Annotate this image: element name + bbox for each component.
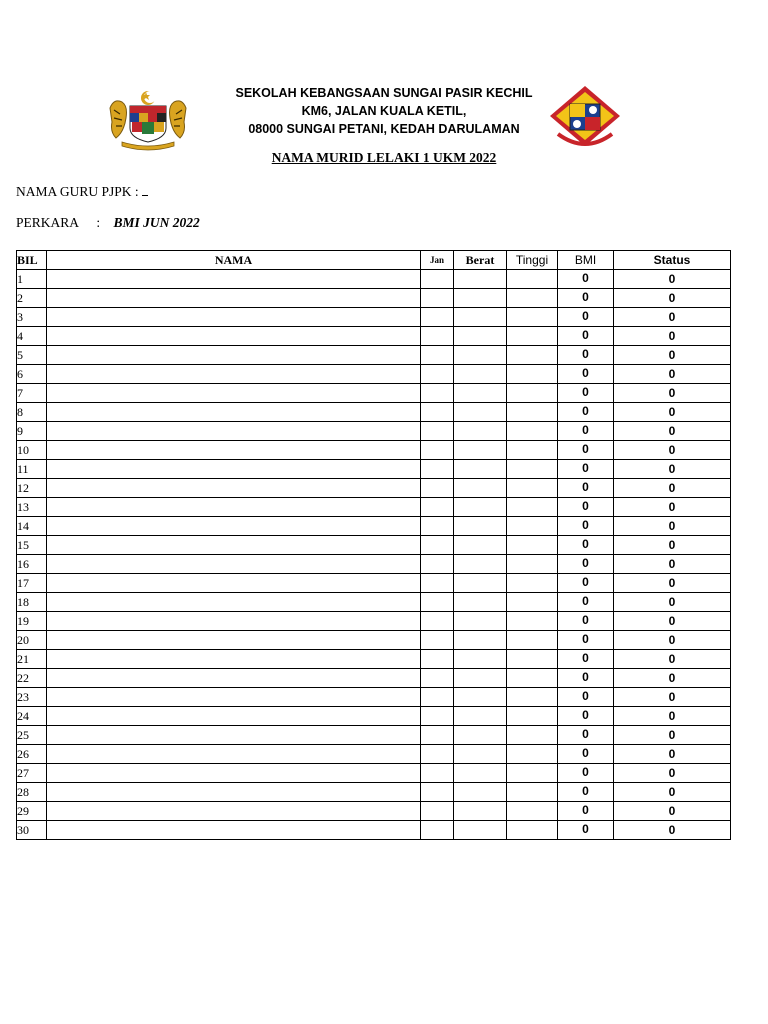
table-row: [17, 726, 731, 745]
row-tinggi-cell: [507, 422, 558, 441]
row-nama-cell: [47, 441, 421, 460]
row-bmi-cell: 0: [558, 517, 614, 536]
teacher-field: [16, 184, 148, 200]
row-status-cell: 0: [614, 441, 731, 460]
row-jan-cell: [421, 783, 454, 802]
row-status-cell: 0: [614, 270, 731, 289]
row-berat-cell: [454, 707, 507, 726]
school-address-line2: 08000 SUNGAI PETANI, KEDAH DARULAMAN: [248, 122, 520, 136]
school-header: [0, 84, 768, 138]
table-row: [17, 688, 731, 707]
row-jan-cell: [421, 441, 454, 460]
row-bil-cell: 10: [17, 441, 47, 460]
table-row: [17, 631, 731, 650]
row-bmi-cell: 0: [558, 536, 614, 555]
row-tinggi-cell: [507, 403, 558, 422]
row-jan-cell: [421, 460, 454, 479]
row-tinggi-cell: [507, 650, 558, 669]
row-berat-cell: [454, 669, 507, 688]
row-nama-cell: [47, 802, 421, 821]
row-bmi-cell: 0: [558, 688, 614, 707]
row-bil-cell: 30: [17, 821, 47, 840]
row-tinggi-cell: [507, 517, 558, 536]
row-nama-cell: [47, 327, 421, 346]
row-berat-cell: [454, 289, 507, 308]
row-tinggi-cell: [507, 498, 558, 517]
matter-label: PERKARA: [16, 215, 80, 230]
teacher-blank: [142, 185, 148, 196]
row-tinggi-cell: [507, 821, 558, 840]
row-bmi-cell: 0: [558, 669, 614, 688]
row-status-cell: 0: [614, 365, 731, 384]
row-tinggi-cell: [507, 365, 558, 384]
row-status-cell: 0: [614, 308, 731, 327]
row-bmi-cell: 0: [558, 327, 614, 346]
row-bmi-cell: 0: [558, 650, 614, 669]
row-berat-cell: [454, 555, 507, 574]
row-jan-cell: [421, 308, 454, 327]
row-berat-cell: [454, 365, 507, 384]
row-status-cell: 0: [614, 726, 731, 745]
row-bmi-cell: 0: [558, 555, 614, 574]
table-row: [17, 745, 731, 764]
row-bil-cell: 27: [17, 764, 47, 783]
column-header-jan: Jan: [421, 251, 454, 270]
row-jan-cell: [421, 821, 454, 840]
row-berat-cell: [454, 327, 507, 346]
row-berat-cell: [454, 821, 507, 840]
row-nama-cell: [47, 479, 421, 498]
row-jan-cell: [421, 479, 454, 498]
row-bmi-cell: 0: [558, 479, 614, 498]
row-nama-cell: [47, 536, 421, 555]
row-bmi-cell: 0: [558, 802, 614, 821]
row-status-cell: 0: [614, 688, 731, 707]
table-header-row: [17, 251, 731, 270]
row-bil-cell: 29: [17, 802, 47, 821]
table-row: [17, 783, 731, 802]
row-berat-cell: [454, 612, 507, 631]
row-status-cell: 0: [614, 764, 731, 783]
row-nama-cell: [47, 764, 421, 783]
row-status-cell: 0: [614, 384, 731, 403]
row-berat-cell: [454, 422, 507, 441]
table-row: [17, 479, 731, 498]
row-bil-cell: 7: [17, 384, 47, 403]
row-nama-cell: [47, 593, 421, 612]
row-bil-cell: 2: [17, 289, 47, 308]
row-tinggi-cell: [507, 593, 558, 612]
row-jan-cell: [421, 555, 454, 574]
row-jan-cell: [421, 764, 454, 783]
row-bil-cell: 11: [17, 460, 47, 479]
row-bmi-cell: 0: [558, 346, 614, 365]
row-tinggi-cell: [507, 631, 558, 650]
table-row: [17, 441, 731, 460]
row-bmi-cell: 0: [558, 365, 614, 384]
row-bmi-cell: 0: [558, 726, 614, 745]
table-row: [17, 536, 731, 555]
row-nama-cell: [47, 726, 421, 745]
table-row: [17, 365, 731, 384]
row-nama-cell: [47, 745, 421, 764]
row-tinggi-cell: [507, 384, 558, 403]
row-bmi-cell: 0: [558, 270, 614, 289]
row-bmi-cell: 0: [558, 574, 614, 593]
row-tinggi-cell: [507, 308, 558, 327]
matter-field: [16, 215, 200, 231]
row-bil-cell: 12: [17, 479, 47, 498]
table-row: [17, 270, 731, 289]
row-nama-cell: [47, 783, 421, 802]
table-row: [17, 821, 731, 840]
row-berat-cell: [454, 403, 507, 422]
row-bil-cell: 20: [17, 631, 47, 650]
row-nama-cell: [47, 574, 421, 593]
row-bil-cell: 6: [17, 365, 47, 384]
table-row: [17, 308, 731, 327]
row-jan-cell: [421, 688, 454, 707]
school-address-line1: KM6, JALAN KUALA KETIL,: [301, 104, 467, 118]
row-tinggi-cell: [507, 327, 558, 346]
row-jan-cell: [421, 574, 454, 593]
row-status-cell: 0: [614, 289, 731, 308]
row-bil-cell: 28: [17, 783, 47, 802]
row-status-cell: 0: [614, 422, 731, 441]
row-nama-cell: [47, 384, 421, 403]
table-row: [17, 764, 731, 783]
table-row: [17, 707, 731, 726]
row-bil-cell: 24: [17, 707, 47, 726]
row-bil-cell: 16: [17, 555, 47, 574]
row-jan-cell: [421, 365, 454, 384]
row-nama-cell: [47, 707, 421, 726]
row-berat-cell: [454, 764, 507, 783]
row-nama-cell: [47, 346, 421, 365]
row-berat-cell: [454, 270, 507, 289]
row-berat-cell: [454, 688, 507, 707]
row-status-cell: 0: [614, 555, 731, 574]
row-tinggi-cell: [507, 745, 558, 764]
school-name: SEKOLAH KEBANGSAAN SUNGAI PASIR KECHIL: [235, 86, 533, 100]
row-bil-cell: 8: [17, 403, 47, 422]
row-berat-cell: [454, 517, 507, 536]
row-status-cell: 0: [614, 536, 731, 555]
row-nama-cell: [47, 669, 421, 688]
row-jan-cell: [421, 346, 454, 365]
row-status-cell: 0: [614, 593, 731, 612]
row-tinggi-cell: [507, 612, 558, 631]
row-bil-cell: 3: [17, 308, 47, 327]
row-status-cell: 0: [614, 479, 731, 498]
row-bmi-cell: 0: [558, 498, 614, 517]
row-berat-cell: [454, 441, 507, 460]
row-nama-cell: [47, 403, 421, 422]
row-tinggi-cell: [507, 555, 558, 574]
row-tinggi-cell: [507, 346, 558, 365]
table-row: [17, 384, 731, 403]
row-berat-cell: [454, 745, 507, 764]
row-status-cell: 0: [614, 612, 731, 631]
row-bmi-cell: 0: [558, 593, 614, 612]
row-bmi-cell: 0: [558, 707, 614, 726]
table-row: [17, 289, 731, 308]
row-nama-cell: [47, 460, 421, 479]
row-status-cell: 0: [614, 783, 731, 802]
row-jan-cell: [421, 802, 454, 821]
row-bmi-cell: 0: [558, 821, 614, 840]
row-jan-cell: [421, 612, 454, 631]
table-row: [17, 669, 731, 688]
row-jan-cell: [421, 745, 454, 764]
row-nama-cell: [47, 498, 421, 517]
table-row: [17, 422, 731, 441]
row-bil-cell: 17: [17, 574, 47, 593]
row-berat-cell: [454, 536, 507, 555]
row-tinggi-cell: [507, 460, 558, 479]
table-row: [17, 346, 731, 365]
row-tinggi-cell: [507, 783, 558, 802]
column-header-nama: NAMA: [47, 251, 421, 270]
table-row: [17, 403, 731, 422]
row-jan-cell: [421, 327, 454, 346]
row-status-cell: 0: [614, 517, 731, 536]
row-bil-cell: 4: [17, 327, 47, 346]
row-jan-cell: [421, 536, 454, 555]
row-jan-cell: [421, 669, 454, 688]
row-tinggi-cell: [507, 289, 558, 308]
row-berat-cell: [454, 460, 507, 479]
column-header-bil: BIL: [17, 251, 47, 270]
row-tinggi-cell: [507, 270, 558, 289]
row-jan-cell: [421, 270, 454, 289]
row-status-cell: 0: [614, 498, 731, 517]
row-status-cell: 0: [614, 821, 731, 840]
row-jan-cell: [421, 289, 454, 308]
row-bmi-cell: 0: [558, 308, 614, 327]
row-tinggi-cell: [507, 688, 558, 707]
row-berat-cell: [454, 384, 507, 403]
row-bmi-cell: 0: [558, 403, 614, 422]
row-berat-cell: [454, 574, 507, 593]
row-tinggi-cell: [507, 726, 558, 745]
row-bmi-cell: 0: [558, 764, 614, 783]
row-bil-cell: 26: [17, 745, 47, 764]
row-nama-cell: [47, 612, 421, 631]
table-row: [17, 574, 731, 593]
row-berat-cell: [454, 308, 507, 327]
row-jan-cell: [421, 422, 454, 441]
table-row: [17, 460, 731, 479]
row-jan-cell: [421, 403, 454, 422]
row-jan-cell: [421, 593, 454, 612]
document-title: NAMA MURID LELAKI 1 UKM 2022: [271, 150, 497, 165]
row-berat-cell: [454, 593, 507, 612]
row-status-cell: 0: [614, 745, 731, 764]
row-tinggi-cell: [507, 802, 558, 821]
row-bmi-cell: 0: [558, 612, 614, 631]
row-status-cell: 0: [614, 403, 731, 422]
row-status-cell: 0: [614, 346, 731, 365]
row-berat-cell: [454, 498, 507, 517]
row-nama-cell: [47, 555, 421, 574]
row-jan-cell: [421, 384, 454, 403]
row-jan-cell: [421, 631, 454, 650]
student-bmi-table: [16, 250, 731, 840]
row-nama-cell: [47, 631, 421, 650]
row-bil-cell: 25: [17, 726, 47, 745]
row-nama-cell: [47, 650, 421, 669]
column-header-tinggi: Tinggi: [507, 251, 558, 270]
row-status-cell: 0: [614, 631, 731, 650]
row-berat-cell: [454, 726, 507, 745]
row-nama-cell: [47, 821, 421, 840]
row-nama-cell: [47, 365, 421, 384]
column-header-bmi: BMI: [558, 251, 614, 270]
row-tinggi-cell: [507, 536, 558, 555]
row-berat-cell: [454, 479, 507, 498]
row-bmi-cell: 0: [558, 441, 614, 460]
column-header-berat: Berat: [454, 251, 507, 270]
row-berat-cell: [454, 783, 507, 802]
row-bil-cell: 15: [17, 536, 47, 555]
row-bil-cell: 21: [17, 650, 47, 669]
row-bmi-cell: 0: [558, 631, 614, 650]
row-bmi-cell: 0: [558, 422, 614, 441]
row-bmi-cell: 0: [558, 384, 614, 403]
row-nama-cell: [47, 289, 421, 308]
row-nama-cell: [47, 517, 421, 536]
row-bil-cell: 9: [17, 422, 47, 441]
row-status-cell: 0: [614, 574, 731, 593]
row-bil-cell: 23: [17, 688, 47, 707]
row-tinggi-cell: [507, 479, 558, 498]
teacher-label: NAMA GURU PJPK :: [16, 184, 139, 199]
matter-value: BMI JUN 2022: [113, 215, 200, 230]
row-status-cell: 0: [614, 650, 731, 669]
row-status-cell: 0: [614, 707, 731, 726]
row-bil-cell: 1: [17, 270, 47, 289]
row-bil-cell: 13: [17, 498, 47, 517]
table-row: [17, 498, 731, 517]
table-row: [17, 802, 731, 821]
row-berat-cell: [454, 346, 507, 365]
row-tinggi-cell: [507, 574, 558, 593]
row-jan-cell: [421, 726, 454, 745]
table-row: [17, 327, 731, 346]
row-bil-cell: 14: [17, 517, 47, 536]
matter-separator: :: [96, 215, 101, 230]
table-row: [17, 650, 731, 669]
row-bil-cell: 22: [17, 669, 47, 688]
row-tinggi-cell: [507, 669, 558, 688]
row-nama-cell: [47, 308, 421, 327]
row-bil-cell: 19: [17, 612, 47, 631]
table-row: [17, 555, 731, 574]
row-bmi-cell: 0: [558, 289, 614, 308]
row-jan-cell: [421, 707, 454, 726]
row-status-cell: 0: [614, 460, 731, 479]
row-berat-cell: [454, 631, 507, 650]
row-status-cell: 0: [614, 327, 731, 346]
row-tinggi-cell: [507, 707, 558, 726]
row-bil-cell: 5: [17, 346, 47, 365]
row-status-cell: 0: [614, 802, 731, 821]
row-bil-cell: 18: [17, 593, 47, 612]
row-jan-cell: [421, 517, 454, 536]
row-nama-cell: [47, 270, 421, 289]
table-row: [17, 517, 731, 536]
row-tinggi-cell: [507, 764, 558, 783]
row-bmi-cell: 0: [558, 783, 614, 802]
row-berat-cell: [454, 650, 507, 669]
row-bmi-cell: 0: [558, 460, 614, 479]
row-tinggi-cell: [507, 441, 558, 460]
row-berat-cell: [454, 802, 507, 821]
column-header-status: Status: [614, 251, 731, 270]
table-row: [17, 593, 731, 612]
row-bmi-cell: 0: [558, 745, 614, 764]
row-jan-cell: [421, 650, 454, 669]
row-jan-cell: [421, 498, 454, 517]
row-status-cell: 0: [614, 669, 731, 688]
row-nama-cell: [47, 688, 421, 707]
row-nama-cell: [47, 422, 421, 441]
table-row: [17, 612, 731, 631]
